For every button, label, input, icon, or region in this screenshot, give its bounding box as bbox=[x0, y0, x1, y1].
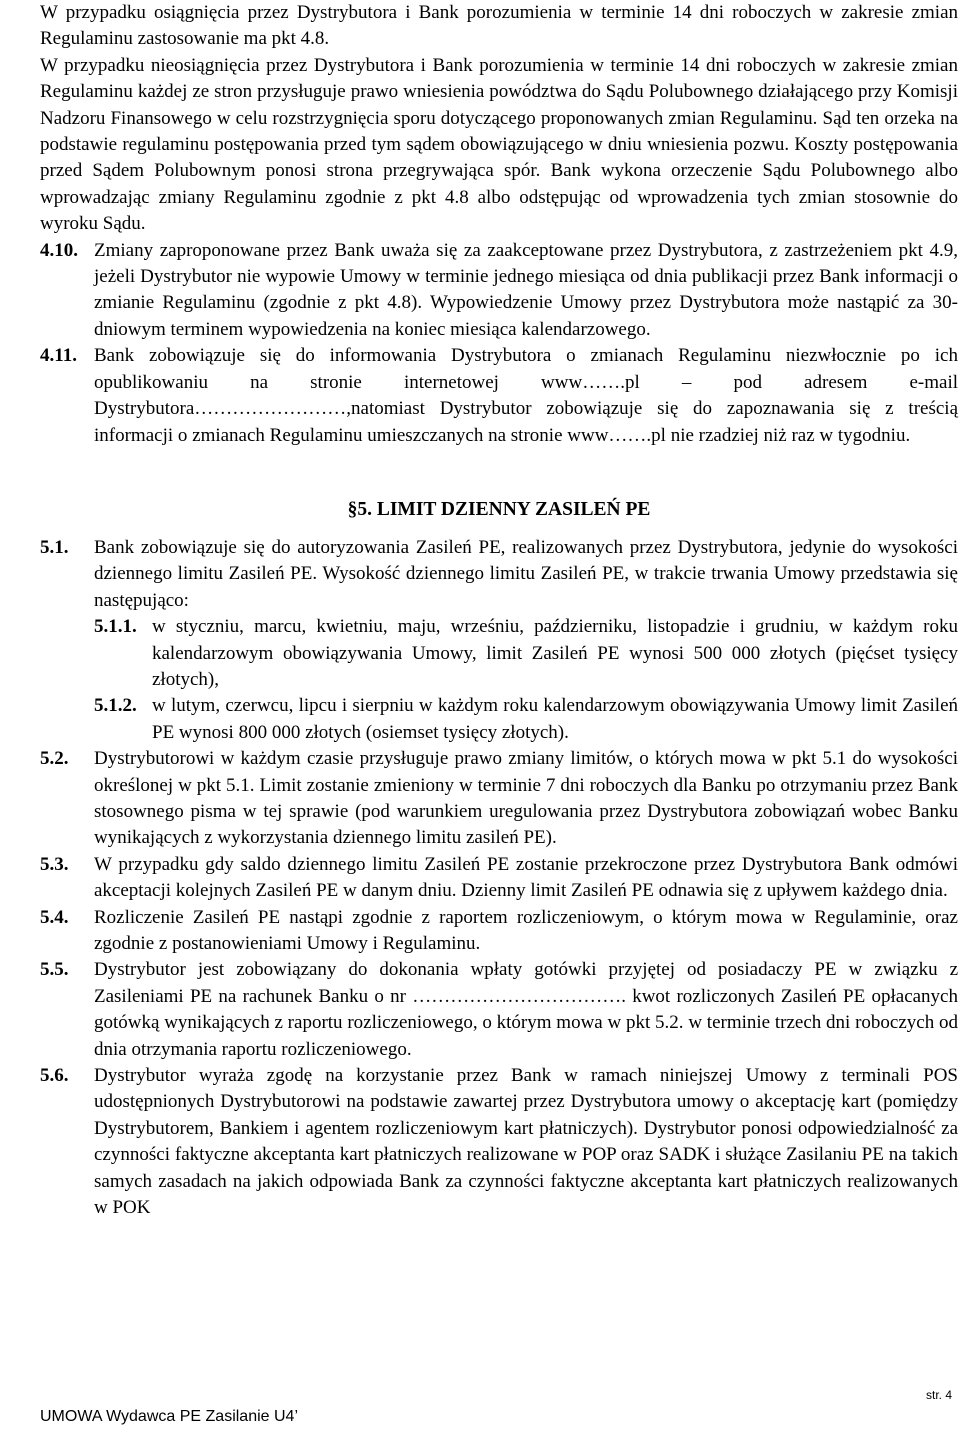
clause-number: 5.6. bbox=[40, 1065, 69, 1087]
clause-5-6 bbox=[40, 1063, 958, 1221]
clause-text: Bank zobowiązuje się do informowania Dystrybutora o zmianach Regulaminu niezwłocznie po ich opublikowaniu na stronie internetowej www…….pl – pod adresem e-mail Dystrybutora……………………,natomiast Dystrybutor zobowiązuje się do zapoznawania się z treścią informacji o zmianach Regulaminu umieszczanych na stronie www…….pl nie rzadziej niż raz w tygodniu. bbox=[94, 345, 958, 446]
clause-number: 5.5. bbox=[40, 959, 69, 981]
clause-text: Dystrybutorowi w każdym czasie przysługuje prawo zmiany limitów, o których mowa w pkt 5.1 do wysokości określonej w pkt 5.1. Limit zostanie zmieniony w terminie 7 dni roboczych dla Banku po otrzymaniu przez Bank stosownego pisma w tej sprawie (pod warunkiem uregulowania przez Dystrybutora zobowiązań wobec Banku wynikających z wykorzystania dziennego limitu zasileń PE). bbox=[94, 748, 958, 849]
footer-doc-title: UMOWA Wydawca PE Zasilanie U4’ bbox=[40, 1408, 298, 1425]
clause-number: 4.11. bbox=[40, 345, 77, 367]
subclause-number: 5.1.1. bbox=[94, 616, 137, 638]
clause-text: Rozliczenie Zasileń PE nastąpi zgodnie z raportem rozliczeniowym, o którym mowa w Regulaminie, oraz zgodnie z postanowieniami Umowy i Regulaminu. bbox=[94, 906, 958, 954]
clause-text: Dystrybutor jest zobowiązany do dokonania wpłaty gotówki przyjętej od posiadaczy PE w związku z Zasileniami PE na rachunek Banku o nr ……………………………. kwot rozliczonych Zasileń PE opłacanych gotówką wynikających z raportu rozliczeniowego, o którym mowa w pkt 5.2. w terminie trzech dni roboczych od dnia otrzymania raportu rozliczeniowego. bbox=[94, 959, 958, 1060]
clause-number: 5.1. bbox=[40, 536, 69, 558]
subclause-5-1-2 bbox=[94, 693, 958, 746]
section-heading: §5. LIMIT DZIENNY ZASILEŃ PE bbox=[347, 498, 651, 520]
clause-number: 5.3. bbox=[40, 853, 69, 875]
clause-5-2 bbox=[40, 746, 958, 852]
clause-number: 5.4. bbox=[40, 906, 69, 928]
subclause-5-1-1 bbox=[94, 614, 958, 693]
page-number: str. 4 bbox=[925, 1388, 952, 1402]
clause-5-1 bbox=[40, 535, 958, 614]
subclause-number: 5.1.2. bbox=[94, 695, 137, 717]
clause-5-3 bbox=[40, 852, 958, 905]
clause-text: W przypadku gdy saldo dziennego limitu Zasileń PE zostanie przekroczone przez Dystrybutora Bank odmówi akceptacji kolejnych Zasileń PE w danym dniu. Dzienny limit Zasileń PE odnawia się z upływem każdego dnia. bbox=[94, 853, 958, 902]
clause-text: Dystrybutor wyraża zgodę na korzystanie przez Bank w ramach niniejszej Umowy z terminali POS udostępnionych Dystrybutorowi na podstawie zawartej przez Dystrybutora umowy o akceptację kart (pomiędzy Dystrybutorem, Bankiem i agentem rozliczeniowym kart płatniczych). Dystrybutor ponosi odpowiedzialność za czynności faktyczne akceptanta kart płatniczych realizowane w POP oraz SADK i służące Zasilaniu PE na takich samych zasadach na jakich odpowiada Bank za czynności faktyczne akceptanta kart płatniczych realizowanych w POK bbox=[94, 1065, 958, 1219]
clause-5-4 bbox=[40, 905, 958, 958]
clause-4-10 bbox=[40, 238, 958, 344]
intro-paragraph-1: W przypadku osiągnięcia przez Dystrybutora i Bank porozumienia w terminie 14 dni roboczych w zakresie zmian Regulaminu zastosowanie ma pkt 4.8. bbox=[40, 2, 958, 50]
clause-number: 4.10. bbox=[40, 239, 78, 261]
clause-5-5 bbox=[40, 957, 958, 1063]
subclause-text: w styczniu, marcu, kwietniu, maju, wrześniu, październiku, listopadzie i grudniu, w każdym roku kalendarzowym obowiązywania Umowy, limit Zasileń PE wynosi 500 000 złotych (pięćset tysięcy złotych), bbox=[152, 616, 958, 690]
clause-text: Bank zobowiązuje się do autoryzowania Zasileń PE, realizowanych przez Dystrybutora, jedynie do wysokości dziennego limitu Zasileń PE. Wysokość dziennego limitu Zasileń PE, w trakcie trwania Umowy przedstawia się następująco: bbox=[94, 536, 958, 611]
intro-paragraph-2: W przypadku nieosiągnięcia przez Dystrybutora i Bank porozumienia w terminie 14 dni roboczych w zakresie zmian Regulaminu każdej ze stron przysługuje prawo wniesienia powództwa do Sądu Polubownego działającego przy Komisji Nadzoru Finansowego w celu rozstrzygnięcia sporu dotyczącego proponowanych zmian Regulaminu. Sąd ten orzeka na podstawie regulaminu postępowania przed tym sądem obowiązującego w dniu wniesienia pozwu. Koszty postępowania przed Sądem Polubownym ponosi strona przegrywająca spór. Bank wykona orzeczenie Sądu Polubownego albo wprowadzając zmiany Regulaminu zgodnie z pkt 4.8 albo odstępując od wprowadzenia tych zmian stosownie do wyroku Sądu. bbox=[40, 54, 958, 235]
clause-number: 5.2. bbox=[40, 748, 69, 770]
clause-text: Zmiany zaproponowane przez Bank uważa się za zaakceptowane przez Dystrybutora, z zastrzeżeniem pkt 4.9, jeżeli Dystrybutor nie wypowie Umowy w terminie jednego miesiąca od dnia publikacji przez Bank informacji o zmianie Regulaminu (zgodnie z pkt 4.8). Wypowiedzenie Umowy przez Dystrybutora może nastąpić za 30-dniowym terminem wypowiedzenia na koniec miesiąca kalendarzowego. bbox=[94, 239, 958, 340]
clause-4-11 bbox=[40, 343, 958, 449]
document-page bbox=[40, 0, 958, 1221]
subclause-text: w lutym, czerwcu, lipcu i sierpniu w każdym roku kalendarzowym obowiązywania Umowy limit Zasileń PE wynosi 800 000 złotych (osiemset tysięcy złotych). bbox=[152, 695, 958, 743]
